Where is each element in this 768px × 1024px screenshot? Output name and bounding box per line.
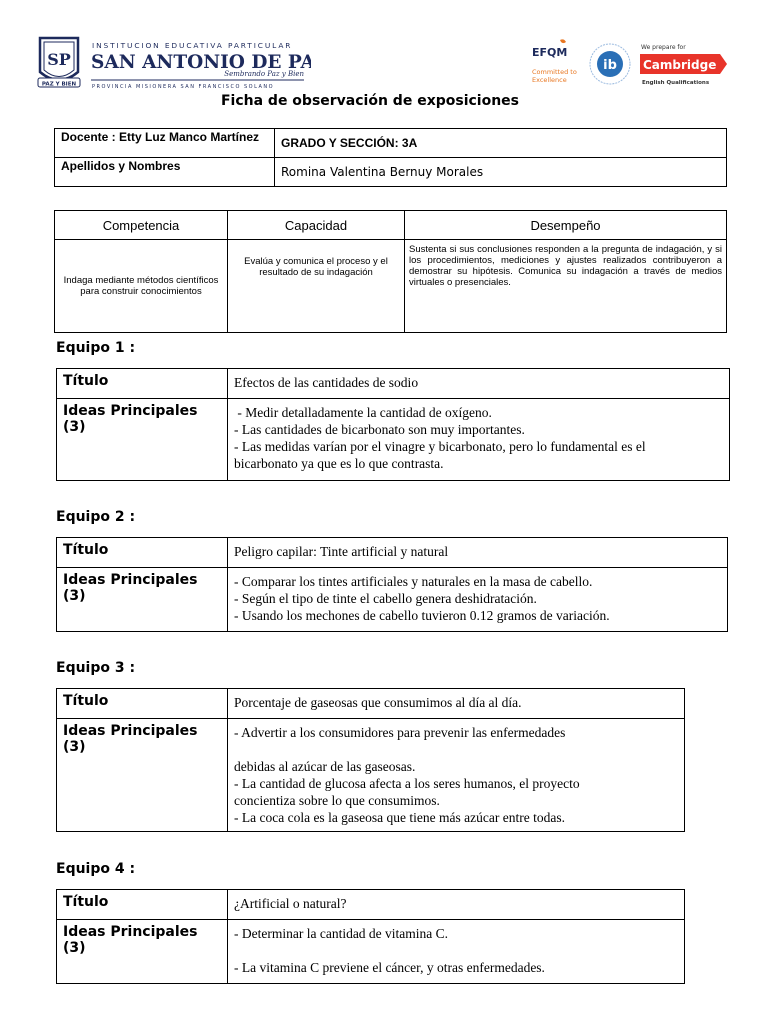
logo-initials: SP bbox=[47, 50, 71, 69]
idea-line: - La cantidad de glucosa afecta a los seres humanos, el proyecto concientiza sobre lo que consumimos. bbox=[234, 776, 583, 808]
info-table bbox=[54, 128, 727, 187]
school-name: SAN ANTONIO DE PA bbox=[91, 52, 311, 73]
logo-banner: PAZ Y BIEN bbox=[41, 81, 77, 88]
efqm-sub2: Excellence bbox=[532, 76, 567, 84]
grade-cell: GRADO Y SECCIÓN: 3A bbox=[275, 129, 727, 158]
team-3-ideas bbox=[228, 719, 685, 832]
team-1-label: Equipo 1 : bbox=[56, 340, 136, 356]
team-1-ideas bbox=[228, 399, 730, 481]
team-1-title: Efectos de las cantidades de sodio bbox=[228, 369, 730, 399]
idea-line: - Advertir a los consumidores para prevenir las enfermedades bbox=[234, 725, 566, 740]
team-2-title: Peligro capilar: Tinte artificial y natural bbox=[228, 538, 728, 568]
idea-line bbox=[234, 741, 678, 758]
team-1-table bbox=[56, 368, 730, 481]
school-motto: Sembrando Paz y Bien bbox=[224, 70, 304, 78]
header-capacidad: Capacidad bbox=[228, 211, 405, 240]
idea-line: - La vitamina C previene el cáncer, y otras enfermedades. bbox=[234, 960, 545, 975]
team-2-ideas bbox=[228, 568, 728, 632]
cambridge-sub: English Qualifications bbox=[642, 80, 710, 86]
idea-line: - Las cantidades de bicarbonato son muy importantes. bbox=[234, 422, 525, 437]
title-label: Título bbox=[57, 689, 228, 719]
title-label: Título bbox=[57, 369, 228, 399]
school-logo bbox=[36, 32, 311, 94]
cambridge-text: Cambridge bbox=[643, 58, 717, 72]
student-name-cell: Romina Valentina Bernuy Morales bbox=[275, 158, 727, 187]
cambridge-prepare: We prepare for bbox=[641, 44, 686, 51]
header-desempeno: Desempeño bbox=[405, 211, 727, 240]
names-label-cell: Apellidos y Nombres bbox=[55, 158, 275, 187]
idea-line bbox=[234, 942, 678, 959]
cambridge-logo bbox=[640, 44, 727, 86]
idea-line: - Según el tipo de tinte el cabello genera deshidratación. bbox=[234, 591, 537, 606]
idea-line: - La coca cola es la gaseosa que tiene más azúcar entre todas. bbox=[234, 810, 565, 825]
idea-line: - Comparar los tintes artificiales y naturales en la masa de cabello. bbox=[234, 574, 593, 589]
idea-line: - Usando los mechones de cabello tuvieron 0.12 gramos de variación. bbox=[234, 608, 610, 623]
efqm-logo bbox=[532, 39, 577, 84]
efqm-sub1: Committed to bbox=[532, 68, 577, 76]
capacidad-cell: Evalúa y comunica el proceso y el resultado de su indagación bbox=[228, 240, 405, 333]
team-3-label: Equipo 3 : bbox=[56, 660, 136, 676]
title-label: Título bbox=[57, 890, 228, 920]
ib-logo bbox=[590, 44, 630, 84]
ideas-label: Ideas Principales (3) bbox=[57, 719, 228, 832]
desempeno-cell: Sustenta si sus conclusiones responden a la pregunta de indagación, y si los procedimientos, mediciones y ajustes realizados contribuyeron a demostrar su hipótesis. Comunica su indagación a través de medios virtuales o presenciales. bbox=[405, 240, 727, 333]
teacher-cell: Docente : Etty Luz Manco Martínez bbox=[55, 129, 275, 158]
competencia-cell: Indaga mediante métodos científicos para construir conocimientos bbox=[55, 240, 228, 333]
header-competencia: Competencia bbox=[55, 211, 228, 240]
team-4-label: Equipo 4 : bbox=[56, 861, 136, 877]
team-3-table bbox=[56, 688, 685, 832]
idea-line: - Determinar la cantidad de vitamina C. bbox=[234, 926, 449, 941]
title-label: Título bbox=[57, 538, 228, 568]
province-line: PROVINCIA MISIONERA SAN FRANCISCO SOLANO bbox=[92, 84, 275, 90]
ib-text: ib bbox=[603, 58, 617, 73]
team-3-title: Porcentaje de gaseosas que consumimos al día al día. bbox=[228, 689, 685, 719]
institution-line: INSTITUCION EDUCATIVA PARTICULAR bbox=[92, 41, 293, 50]
page-title: Ficha de observación de exposiciones bbox=[220, 93, 520, 109]
team-2-label: Equipo 2 : bbox=[56, 509, 136, 525]
team-2-table bbox=[56, 537, 728, 632]
ideas-label: Ideas Principales (3) bbox=[57, 399, 228, 481]
accreditation-logos bbox=[528, 38, 733, 90]
idea-line: - Medir detalladamente la cantidad de oxígeno. bbox=[234, 405, 492, 420]
team-4-table bbox=[56, 889, 685, 984]
team-4-title: ¿Artificial o natural? bbox=[228, 890, 685, 920]
idea-line: debidas al azúcar de las gaseosas. bbox=[234, 759, 416, 774]
team-4-ideas bbox=[228, 920, 685, 984]
competency-table bbox=[54, 210, 727, 333]
ideas-label: Ideas Principales (3) bbox=[57, 920, 228, 984]
efqm-text: EFQM bbox=[532, 46, 568, 59]
ideas-label: Ideas Principales (3) bbox=[57, 568, 228, 632]
idea-line: - Las medidas varían por el vinagre y bicarbonato, pero lo fundamental es el bicarbonato ya que es lo que contrasta. bbox=[234, 439, 649, 471]
